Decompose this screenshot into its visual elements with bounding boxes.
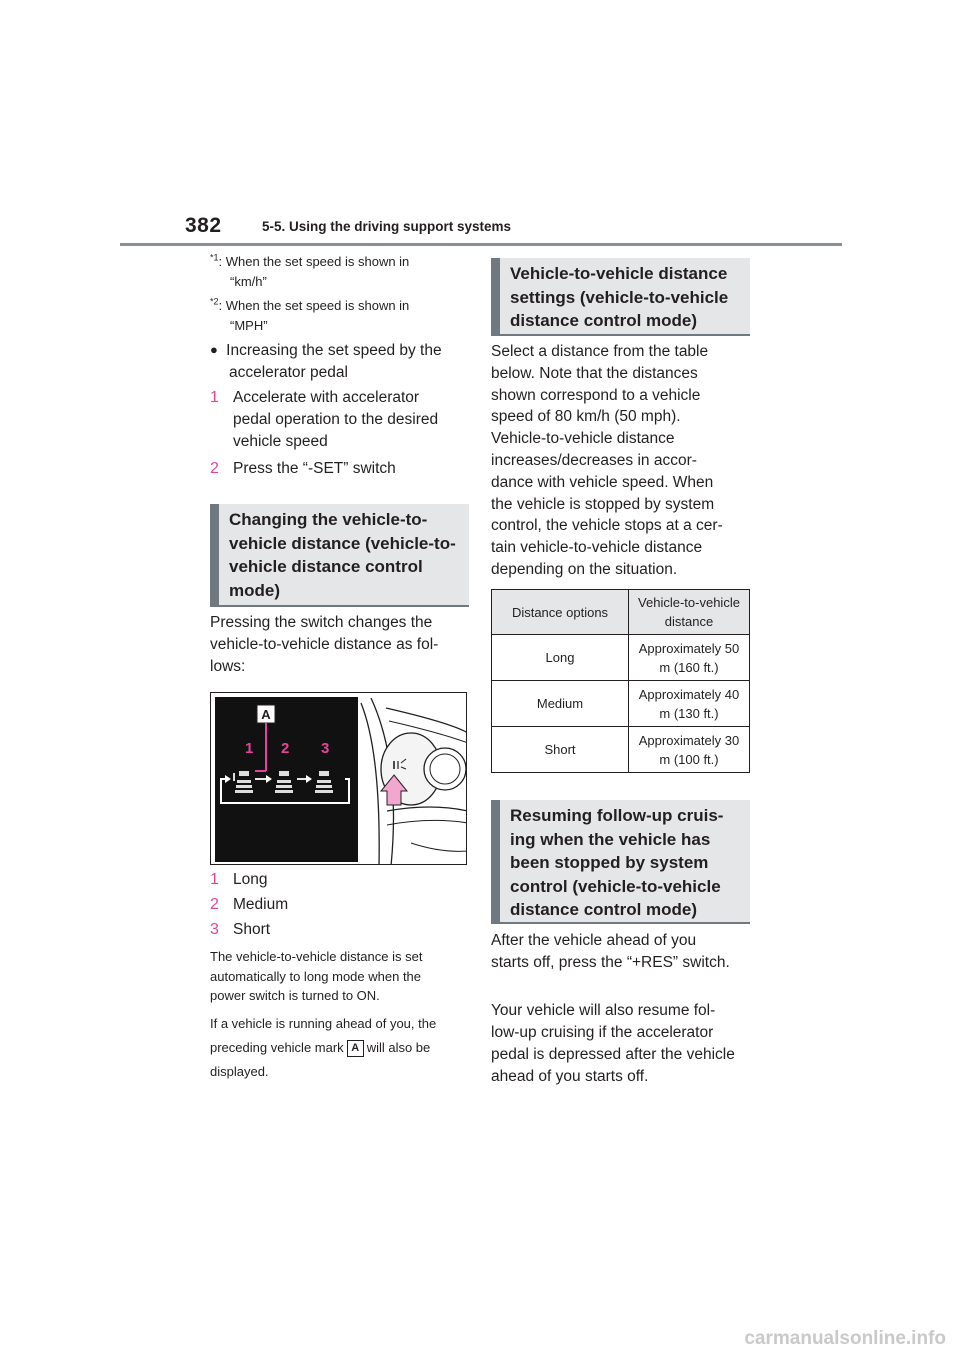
cell-line: Approximately 40 <box>638 686 740 702</box>
footnote-2-text: : When the set speed is shown in <box>218 298 410 313</box>
section-line: Resuming follow-up cruis- <box>510 806 724 825</box>
section-line: mode) <box>229 580 280 600</box>
para-line: dance with vehicle speed. When <box>491 473 714 491</box>
list-item-number: 2 <box>210 896 219 913</box>
footnote-1-mark: *1 <box>210 252 219 263</box>
list-item-label: Short <box>233 921 271 938</box>
note-line: The vehicle-to-vehicle distance is set <box>210 949 423 964</box>
table-header-line: distance <box>664 614 714 629</box>
list-item-number: 3 <box>210 921 219 938</box>
footnote-1-text2: “km/h” <box>230 274 267 289</box>
section-line: ing when the vehicle has <box>510 829 711 849</box>
section-line: vehicle distance control <box>229 557 423 576</box>
para-line: below. Note that the distances <box>491 364 698 382</box>
preceding-vehicle-mark-icon: A <box>347 1040 364 1057</box>
section-line: Changing the vehicle-to- <box>229 510 428 529</box>
display-panel <box>215 697 358 862</box>
step-2-number: 2 <box>210 460 219 477</box>
table-row <box>492 681 750 727</box>
table-cell-option: Medium <box>492 681 629 727</box>
table-cell-distance <box>629 635 750 681</box>
resume-paragraph-2 <box>491 1000 756 1088</box>
section-line: vehicle distance (vehicle-to- <box>229 533 456 553</box>
bullet-line-1: Increasing the set speed by the <box>226 342 442 359</box>
footnote-2-mark: *2 <box>210 296 219 307</box>
para-line: starts off, press the “+RES” switch. <box>491 954 730 971</box>
section-line: settings (vehicle-to-vehicle <box>510 287 729 307</box>
table-header-cell <box>629 590 750 635</box>
mode-list <box>210 869 289 944</box>
para-line: speed of 80 km/h (50 mph). <box>491 408 681 426</box>
footnote-1-text: : When the set speed is shown in <box>218 254 410 269</box>
para-line: increases/decreases in accor- <box>491 451 697 469</box>
step-1-number: 1 <box>210 389 219 406</box>
para-line: depending on the situation. <box>491 560 678 578</box>
intro-line: Pressing the switch changes the <box>210 614 433 631</box>
mode-number-2: 2 <box>281 740 290 757</box>
page-number: 382 <box>185 214 222 237</box>
table-row <box>492 635 750 681</box>
table-header-cell: Distance options <box>492 590 629 635</box>
list-item-number: 1 <box>210 871 219 888</box>
mode-number-1: 1 <box>245 740 254 757</box>
para-line: low-up cruising if the accelerator <box>491 1024 714 1041</box>
resume-paragraph-1 <box>491 930 756 974</box>
cell-line: m (160 ft.) <box>659 659 719 675</box>
section-line: been stopped by system <box>510 853 709 872</box>
callout-a-label: A <box>261 707 271 722</box>
list-item <box>210 894 289 919</box>
cell-line: Approximately 30 <box>638 732 740 748</box>
illustration-svg <box>211 693 467 865</box>
para-line: Vehicle-to-vehicle distance <box>491 430 675 448</box>
step-1-line-1: Accelerate with accelerator <box>233 389 420 406</box>
cell-line: Approximately 50 <box>638 640 740 656</box>
bullet-heading <box>210 340 442 384</box>
intro-paragraph <box>210 612 438 678</box>
table-row <box>492 727 750 773</box>
para-line: tain vehicle-to-vehicle distance <box>491 539 703 557</box>
para-line: Select a distance from the table <box>491 343 709 360</box>
note-line: If a vehicle is running ahead of you, the <box>210 1016 437 1031</box>
bullet-line-2: accelerator pedal <box>229 364 348 381</box>
cell-line: m (130 ft.) <box>659 705 719 721</box>
section-title: 5-5. Using the driving support systems <box>262 219 512 234</box>
section-header-resuming <box>491 800 750 924</box>
footnote-2-text2: “MPH” <box>230 318 268 333</box>
section-line: distance control mode) <box>510 311 698 330</box>
section-header-changing-distance <box>210 504 469 607</box>
note-1 <box>210 947 472 1006</box>
list-item <box>210 869 268 894</box>
list-item <box>210 919 271 944</box>
step-1-line-3: vehicle speed <box>233 433 328 450</box>
distance-table <box>491 589 750 773</box>
section-line: Vehicle-to-vehicle distance <box>510 264 728 283</box>
bullet-icon: ● <box>210 342 218 357</box>
footnote-2 <box>210 296 409 336</box>
list-item-label: Long <box>233 871 268 888</box>
para-line: control, the vehicle stops at a cer- <box>491 517 723 535</box>
step-1-line-2: pedal operation to the desired <box>233 411 439 428</box>
note-line: displayed. <box>210 1064 269 1079</box>
distance-switch-illustration <box>210 692 467 865</box>
para-line: pedal is depressed after the vehicle <box>491 1046 735 1063</box>
section-line: distance control mode) <box>510 900 698 919</box>
intro-line: vehicle-to-vehicle distance as fol- <box>210 636 439 653</box>
table-cell-option: Short <box>492 727 629 773</box>
intro-line: lows: <box>210 658 246 675</box>
note-line: power switch is turned to ON. <box>210 988 380 1003</box>
note-line: preceding vehicle mark <box>210 1040 344 1055</box>
note-2 <box>210 1012 472 1084</box>
distance-settings-paragraph <box>491 341 753 581</box>
para-line: ahead of you starts off. <box>491 1068 649 1085</box>
step-1 <box>210 387 439 450</box>
step-2-text: Press the “-SET” switch <box>233 460 396 477</box>
para-line: After the vehicle ahead of you <box>491 932 697 949</box>
para-line: Your vehicle will also resume fol- <box>491 1002 716 1019</box>
site-watermark: carmanualsonline.info <box>744 1328 946 1349</box>
table-cell-distance <box>629 727 750 773</box>
step-2 <box>210 458 396 480</box>
list-item-label: Medium <box>233 896 289 913</box>
table-header-row <box>492 590 750 635</box>
table-cell-option: Long <box>492 635 629 681</box>
footnote-1 <box>210 252 409 292</box>
section-line: control (vehicle-to-vehicle <box>510 876 721 896</box>
section-header-distance-settings <box>491 258 750 336</box>
para-line: shown correspond to a vehicle <box>491 386 701 404</box>
mode-number-3: 3 <box>321 740 330 757</box>
para-line: the vehicle is stopped by system <box>491 495 715 513</box>
note-line: will also be <box>366 1040 431 1055</box>
table-cell-distance <box>629 681 750 727</box>
cell-line: m (100 ft.) <box>659 751 719 767</box>
header-divider <box>120 243 842 246</box>
table-header-line: Vehicle-to-vehicle <box>638 595 740 610</box>
note-line: automatically to long mode when the <box>210 968 422 984</box>
